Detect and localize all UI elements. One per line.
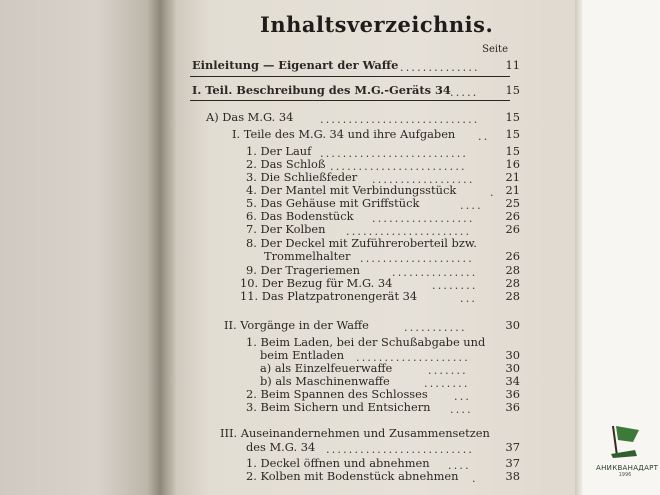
toc-entry: b) als Maschinenwaffe [260,374,390,388]
toc-page-number: 38 [505,469,520,483]
divider-rule [190,100,510,101]
toc-leader-dots: ........... [404,321,467,334]
toc-leader-dots: ... [460,292,478,305]
divider-rule [190,76,510,77]
toc-entry: 2. Kolben mit Bodenstück abnehmen [246,469,459,483]
toc-entry: Trommelhalter [264,249,351,263]
toc-entry: 8. Der Deckel mit Zuführeroberteil bzw. [246,236,477,250]
toc-entry: 11. Das Platzpatronengerät 34 [240,289,418,303]
toc-entry: Einleitung — Eigenart der Waffe [192,58,399,72]
toc-entry: 2. Beim Spannen des Schlosses [246,387,428,401]
toc-leader-dots: ... [454,390,472,403]
toc-page-number: 16 [505,157,520,171]
toc-page-number: 30 [505,318,520,332]
toc-entry: 7. Der Kolben [246,222,326,236]
toc-leader-dots: .......................... [326,443,475,456]
toc-page-number: 15 [505,110,520,124]
toc-entry: 2. Das Schloß [246,157,326,171]
toc-leader-dots: ....... [428,364,468,377]
toc-leader-dots: . [472,472,478,485]
toc-entry: 3. Beim Sichern und Entsichern [246,400,431,414]
toc-page-number: 26 [505,249,520,263]
toc-entry: 1. Der Lauf [246,144,312,158]
toc-entry: 3. Die Schließfeder [246,170,358,184]
facing-page-left [0,0,160,495]
watermark-year: 1996 [618,472,632,478]
toc-page-number: 36 [505,400,520,414]
page-column-label: Seite [482,44,508,55]
toc-leader-dots: ..... [450,86,479,99]
toc-page-number: 37 [505,456,520,470]
toc-entry: 1. Deckel öffnen und abnehmen [246,456,430,470]
toc-page-number: 28 [505,289,520,303]
toc-page-number: 37 [505,440,520,454]
toc-page-number: 21 [505,170,520,184]
toc-page-number: 30 [505,348,520,362]
toc-leader-dots: .................. [372,173,475,186]
toc-entry: 10. Der Bezug für M.G. 34 [240,276,393,290]
page-title: Inhaltsverzeichnis. [260,12,494,37]
toc-entry: 9. Der Trageriemen [246,263,361,277]
toc-leader-dots: ............... [392,266,478,279]
toc-page-number: 15 [505,127,520,141]
toc-page-number: 25 [505,196,520,210]
toc-leader-dots: .................. [372,212,475,225]
toc-leader-dots: .. [478,130,490,143]
toc-page-number: 15 [505,83,520,97]
toc-leader-dots: .... [448,459,471,472]
toc-entry: 5. Das Gehäuse mit Griffstück [246,196,420,210]
toc-leader-dots: ........ [432,279,478,292]
page-edge [575,0,583,495]
toc-page-number: 28 [505,263,520,277]
toc-leader-dots: ........................ [330,160,467,173]
toc-entry: 6. Das Bodenstück [246,209,354,223]
toc-page-number: 26 [505,222,520,236]
toc-leader-dots: .......................... [320,147,469,160]
toc-entry: a) als Einzelfeuerwaffe [260,361,393,375]
toc-page-number: 28 [505,276,520,290]
toc-page-number: 26 [505,209,520,223]
toc-entry: des M.G. 34 [246,440,316,454]
toc-entry: A) Das M.G. 34 [206,110,294,124]
toc-page-number: 11 [505,58,520,72]
toc-entry: I. Teil. Beschreibung des M.G.-Geräts 34 [192,83,451,97]
toc-leader-dots: ........ [424,377,470,390]
toc-leader-dots: ...................... [346,225,472,238]
flag-icon [605,420,645,460]
toc-leader-dots: .... [450,403,473,416]
toc-entry: III. Auseinandernehmen und Zusammensetzen [220,426,490,440]
toc-leader-dots: .... [460,199,483,212]
toc-page-number: 21 [505,183,520,197]
toc-leader-dots: . [490,186,496,199]
toc-entry: 4. Der Mantel mit Verbindungsstück [246,183,457,197]
watermark-logo [596,420,659,490]
toc-entry: II. Vorgänge in der Waffe [224,318,369,332]
toc-leader-dots: .................... [356,351,470,364]
toc-entry: beim Entladen [260,348,345,362]
toc-entry: I. Teile des M.G. 34 und ihre Aufgaben [232,127,456,141]
watermark-text: АНИКВАНАДАРТ [596,464,659,472]
contents-page [160,0,580,495]
toc-page-number: 15 [505,144,520,158]
toc-page-number: 30 [505,361,520,375]
toc-page-number: 34 [505,374,520,388]
toc-leader-dots: .................... [360,252,474,265]
toc-entry: 1. Beim Laden, bei der Schußabgabe und [246,335,486,349]
toc-page-number: 36 [505,387,520,401]
toc-leader-dots: .............. [400,61,480,74]
toc-leader-dots: ............................ [320,113,480,126]
